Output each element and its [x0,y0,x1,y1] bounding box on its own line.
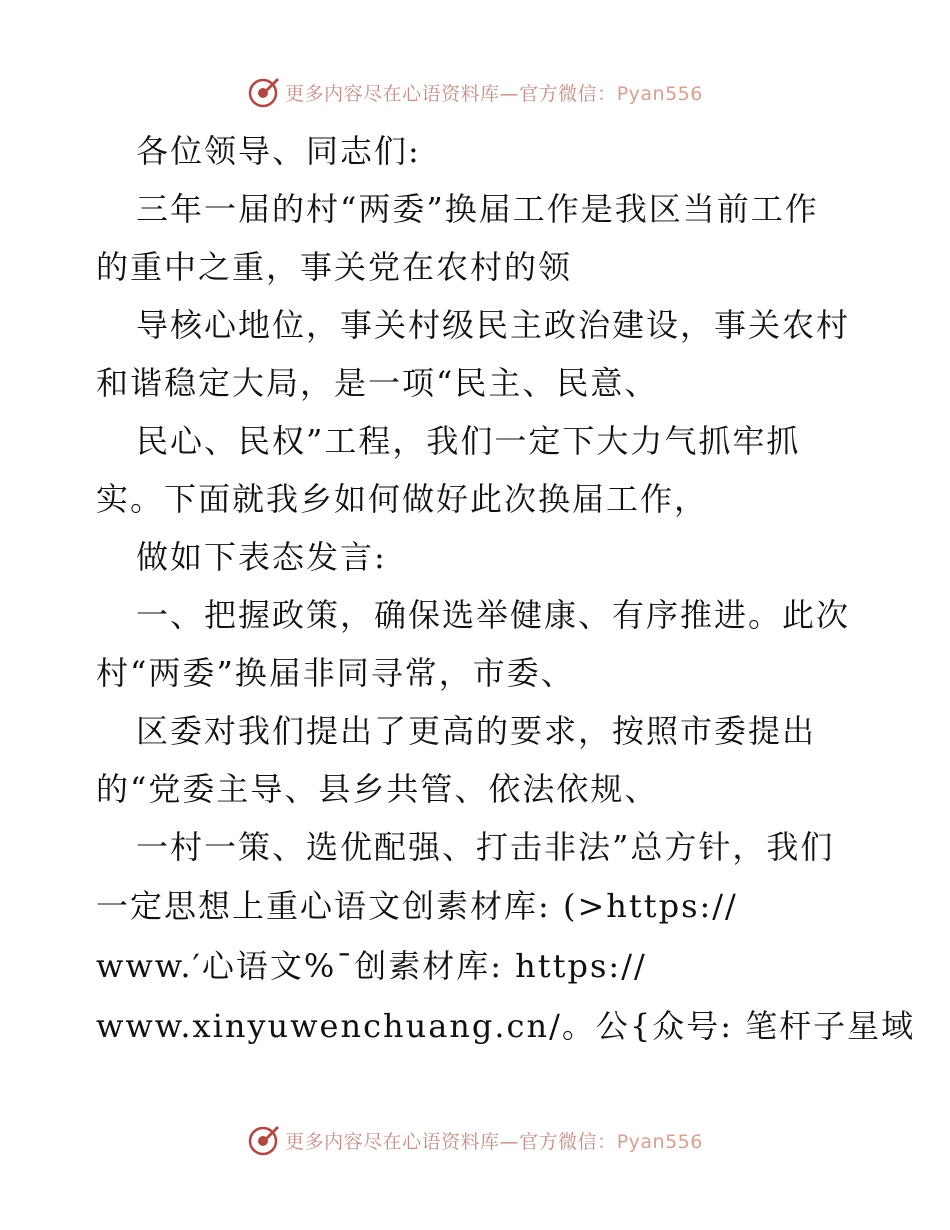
text-line: 一村一策、选优配强、打击非法”总方针，我们 [136,828,835,866]
text-line: 三年一届的村“两委”换届工作是我区当前工作 [136,190,819,228]
text-line: 实。下面就我乡如何做好此次换届工作， [96,480,709,518]
header-watermark [0,72,950,112]
text-line: 导核心地位，事关村级民主政治建设，事关农村 [136,306,851,344]
text-line: 的重中之重，事关党在农村的领 [96,248,573,286]
text-line: 民心、民权”工程，我们一定下大力气抓牢抓 [136,422,801,460]
text-line: 一、把握政策，确保选举健康、有序推进。此次 [136,596,851,634]
text-line: 的“党委主导、县乡共管、依法依规、 [96,770,659,808]
text-line: 一定思想上重心语文创素材库: (>https:// [96,887,738,925]
watermark-text: 更多内容尽在心语资料库—官方微信：Pyan556 [285,1130,703,1153]
text-line: www.′心语文%¯创素材库: https:// [96,947,647,985]
text-line: 各位领导、同志们: [136,132,421,170]
footer-watermark [0,1120,950,1160]
watermark-text: 更多内容尽在心语资料库—官方微信：Pyan556 [285,82,703,105]
text-line: 做如下表态发言: [136,538,387,576]
text-line: 村“两委”换届非同寻常，市委、 [96,654,575,692]
document-body [96,122,916,1056]
text-line: 和谐稳定大局，是一项“民主、民意、 [96,364,659,402]
text-line: 区委对我们提出了更高的要求，按照市委提出 [136,712,817,750]
pen-logo-icon [247,1123,281,1157]
pen-logo-icon [247,75,281,109]
text-line: www.xinyuwenchuang.cn/。公{众号: 笔杆子星域 [96,1007,916,1045]
